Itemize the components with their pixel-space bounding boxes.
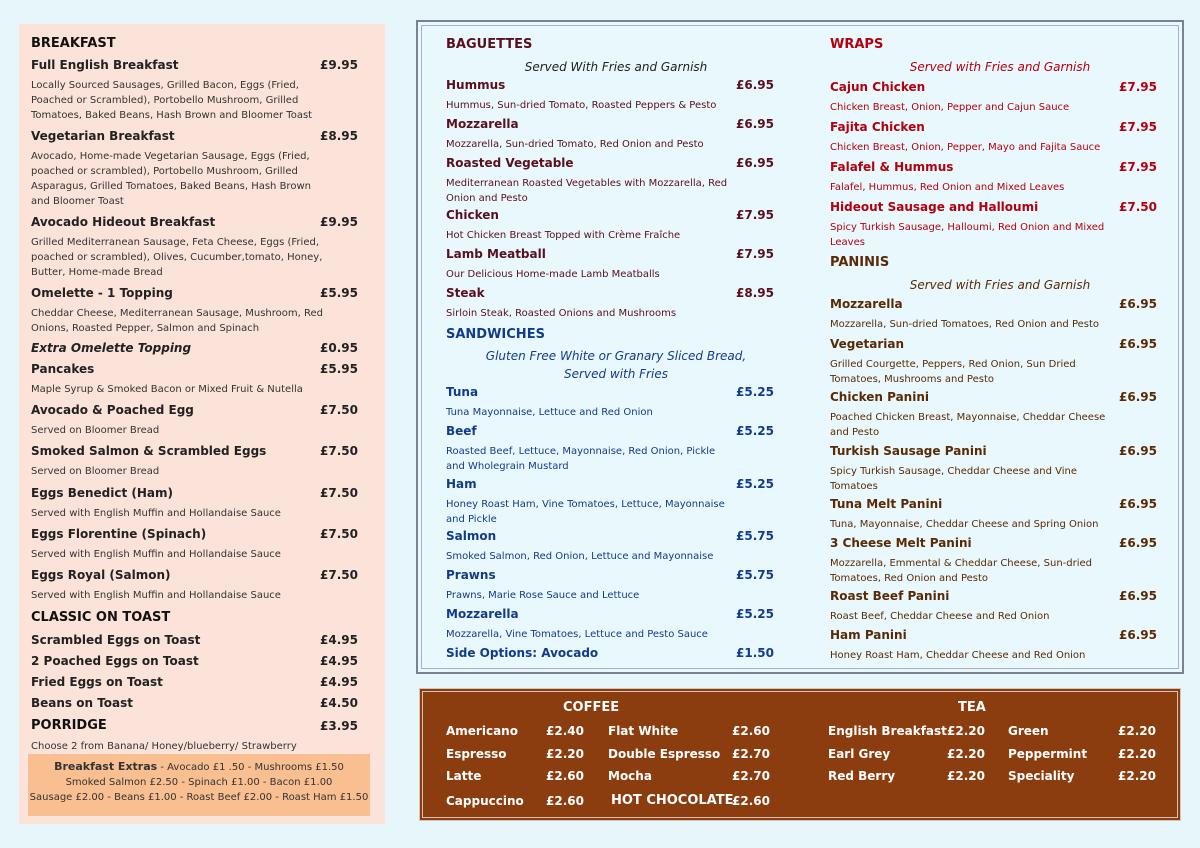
baguette-item-price: £6.95 bbox=[736, 156, 774, 170]
panini-item-name: Mozzarella bbox=[830, 297, 903, 311]
sandwich-item-name: Tuna bbox=[446, 385, 479, 399]
sandwich-item-price: £5.25 bbox=[736, 477, 774, 491]
baguette-item-desc: Hummus, Sun-dried Tomato, Roasted Peppers & Pesto bbox=[446, 100, 717, 111]
panini-item-desc: Grilled Courgette, Peppers, Red Onion, Sun Dried Tomatoes, Mushrooms and Pesto bbox=[830, 359, 1076, 385]
baguette-item-name: Mozzarella bbox=[446, 117, 519, 131]
sandwich-item-name: Ham bbox=[446, 477, 477, 491]
breakfast-item-price: £5.95 bbox=[320, 286, 358, 300]
toast-item-name: Fried Eggs on Toast bbox=[31, 675, 163, 689]
sandwiches-title: SANDWICHES bbox=[446, 327, 545, 342]
sandwiches-subtitle: Gluten Free White or Granary Sliced Bread, Served with Fries bbox=[485, 349, 747, 381]
baguettes-title: BAGUETTES bbox=[446, 37, 533, 52]
breakfast-item-price: £7.50 bbox=[320, 527, 358, 541]
breakfast-item-desc: Served with English Muffin and Hollandaise Sauce bbox=[31, 508, 281, 519]
wrap-item-desc: Falafel, Hummus, Red Onion and Mixed Leaves bbox=[830, 182, 1065, 193]
sandwich-item-desc: Prawns, Marie Rose Sauce and Lettuce bbox=[446, 590, 640, 601]
toast-item-price: £4.95 bbox=[320, 675, 358, 689]
toast-item-price: £4.95 bbox=[320, 654, 358, 668]
tea-item-name: Green bbox=[1008, 724, 1049, 738]
baguettes-subtitle: Served With Fries and Garnish bbox=[524, 60, 708, 74]
baguette-item-price: £6.95 bbox=[736, 117, 774, 131]
panini-item-desc: Tuna, Mayonnaise, Cheddar Cheese and Spring Onion bbox=[830, 519, 1099, 530]
coffee-item-price: £2.60 bbox=[732, 724, 770, 738]
tea-item-price: £2.20 bbox=[947, 769, 985, 783]
wrap-item-desc: Chicken Breast, Onion, Pepper and Cajun Sauce bbox=[830, 102, 1070, 113]
coffee-title: COFFEE bbox=[563, 700, 620, 715]
panini-item-price: £6.95 bbox=[1119, 390, 1157, 404]
breakfast-item-price: £8.95 bbox=[320, 129, 358, 143]
paninis-title: PANINIS bbox=[830, 255, 890, 270]
breakfast-item-price: £9.95 bbox=[320, 58, 358, 72]
side-options-price: £1.50 bbox=[736, 646, 774, 660]
breakfast-item-price: £7.50 bbox=[320, 403, 358, 417]
panini-item-name: Ham Panini bbox=[830, 628, 907, 642]
coffee-item-name: Mocha bbox=[608, 769, 652, 783]
drinks-box bbox=[419, 688, 1181, 821]
extras-line2: Smoked Salmon £2.50 - Spinach £1.00 - Bacon £1.00 bbox=[65, 777, 333, 788]
wrap-item-desc: Spicy Turkish Sausage, Halloumi, Red Onion and Mixed Leaves bbox=[830, 222, 1105, 248]
breakfast-item-name: Vegetarian Breakfast bbox=[31, 129, 175, 143]
breakfast-item-name: Smoked Salmon & Scrambled Eggs bbox=[31, 444, 267, 458]
breakfast-item-price: £9.95 bbox=[320, 215, 358, 229]
tea-item-name: English Breakfast bbox=[828, 724, 947, 738]
panini-item-name: Tuna Melt Panini bbox=[830, 497, 943, 511]
sandwich-item-name: Prawns bbox=[446, 568, 496, 582]
coffee-item-name: Flat White bbox=[608, 724, 679, 738]
wrap-item-name: Fajita Chicken bbox=[830, 120, 925, 134]
breakfast-item-name: Omelette - 1 Topping bbox=[31, 286, 173, 300]
breakfast-panel bbox=[19, 24, 385, 824]
sandwich-item-desc: Mozzarella, Vine Tomatoes, Lettuce and Pesto Sauce bbox=[446, 629, 708, 640]
sandwich-item-price: £5.25 bbox=[736, 424, 774, 438]
breakfast-item-desc: Avocado, Home-made Vegetarian Sausage, Eggs (Fried, poached or scrambled), Portobello Mushroom, Grilled Asparagus, Grilled Tomatoes, Baked Beans, Hash Brown and Bloomer Toast bbox=[31, 151, 311, 207]
panini-item-name: Chicken Panini bbox=[830, 390, 929, 404]
sandwich-item-price: £5.25 bbox=[736, 607, 774, 621]
tea-item-name: Red Berry bbox=[828, 769, 896, 783]
breakfast-item-name: Full English Breakfast bbox=[31, 58, 179, 72]
baguette-item-desc: Sirloin Steak, Roasted Onions and Mushrooms bbox=[446, 308, 677, 319]
panini-item-name: Roast Beef Panini bbox=[830, 589, 950, 603]
extras-line3: Sausage £2.00 - Beans £1.00 - Roast Beef £2.00 - Roast Ham £1.50 bbox=[29, 792, 369, 803]
breakfast-extras-box bbox=[28, 754, 370, 816]
breakfast-item-desc: Served on Bloomer Bread bbox=[31, 425, 160, 436]
breakfast-item-name: Avocado & Poached Egg bbox=[31, 403, 194, 417]
sandwich-item-name: Beef bbox=[446, 424, 477, 438]
breakfast-item-name: Eggs Royal (Salmon) bbox=[31, 568, 171, 582]
sandwich-item-desc: Smoked Salmon, Red Onion, Lettuce and Mayonnaise bbox=[446, 551, 714, 562]
toast-item-name: Beans on Toast bbox=[31, 696, 134, 710]
wrap-item-price: £7.95 bbox=[1119, 120, 1157, 134]
panini-item-price: £6.95 bbox=[1119, 536, 1157, 550]
breakfast-item-desc: Served on Bloomer Bread bbox=[31, 466, 160, 477]
panini-item-price: £6.95 bbox=[1119, 497, 1157, 511]
sandwich-item-name: Mozzarella bbox=[446, 607, 519, 621]
tea-item-price: £2.20 bbox=[1118, 769, 1156, 783]
side-options-label: Side Options: Avocado bbox=[446, 646, 599, 660]
extras-label: Breakfast Extras bbox=[54, 760, 158, 773]
breakfast-item-desc: Maple Syrup & Smoked Bacon or Mixed Fruit & Nutella bbox=[31, 384, 303, 395]
coffee-item-name: Latte bbox=[446, 769, 482, 783]
tea-item-name: Peppermint bbox=[1008, 747, 1088, 761]
wrap-item-desc: Chicken Breast, Onion, Pepper, Mayo and Fajita Sauce bbox=[830, 142, 1101, 153]
breakfast-item-desc: Cheddar Cheese, Mediterranean Sausage, Mushroom, Red Onions, Roasted Pepper, Salmon and Spinach bbox=[31, 308, 323, 334]
panini-item-desc: Poached Chicken Breast, Mayonnaise, Cheddar Cheese and Pesto bbox=[830, 412, 1106, 438]
sandwich-item-name: Salmon bbox=[446, 529, 497, 543]
sandwich-item-price: £5.25 bbox=[736, 385, 774, 399]
breakfast-item-desc: Locally Sourced Sausages, Grilled Bacon, Eggs (Fried, Poached or Scrambled), Portobello Mushroom, Grilled Tomatoes, Baked Beans, Hash Brown and Bloomer Toast bbox=[31, 80, 313, 121]
baguette-item-name: Chicken bbox=[446, 208, 499, 222]
wrap-item-price: £7.95 bbox=[1119, 160, 1157, 174]
baguette-item-price: £8.95 bbox=[736, 286, 774, 300]
paninis-subtitle: Served with Fries and Garnish bbox=[909, 278, 1091, 292]
wrap-item-name: Falafel & Hummus bbox=[830, 160, 954, 174]
breakfast-item-name: Extra Omelette Topping bbox=[31, 341, 192, 355]
wrap-item-price: £7.50 bbox=[1119, 200, 1157, 214]
baguette-item-price: £7.95 bbox=[736, 247, 774, 261]
breakfast-title: BREAKFAST bbox=[31, 36, 116, 51]
coffee-item-name: HOT CHOCOLATE bbox=[611, 793, 734, 808]
sandwich-item-price: £5.75 bbox=[736, 568, 774, 582]
toast-item-price: £4.50 bbox=[320, 696, 358, 710]
tea-item-name: Earl Grey bbox=[828, 747, 891, 761]
panini-item-price: £6.95 bbox=[1119, 589, 1157, 603]
baguette-item-name: Steak bbox=[446, 286, 485, 300]
panini-item-price: £6.95 bbox=[1119, 444, 1157, 458]
wraps-title: WRAPS bbox=[830, 37, 884, 52]
breakfast-item-price: £7.50 bbox=[320, 444, 358, 458]
wrap-item-name: Hideout Sausage and Halloumi bbox=[830, 200, 1039, 214]
tea-item-price: £2.20 bbox=[947, 724, 985, 738]
panini-item-desc: Roast Beef, Cheddar Cheese and Red Onion bbox=[830, 611, 1050, 622]
toast-item-price: £4.95 bbox=[320, 633, 358, 647]
coffee-item-price: £2.60 bbox=[546, 794, 584, 808]
toast-item-name: Scrambled Eggs on Toast bbox=[31, 633, 201, 647]
wraps-subtitle: Served with Fries and Garnish bbox=[909, 60, 1091, 74]
porridge-title: PORRIDGE bbox=[31, 718, 107, 733]
tea-item-price: £2.20 bbox=[1118, 747, 1156, 761]
toast-title: CLASSIC ON TOAST bbox=[31, 610, 171, 625]
baguette-item-price: £6.95 bbox=[736, 78, 774, 92]
main-menu-box bbox=[416, 20, 1184, 674]
panini-item-name: Turkish Sausage Panini bbox=[830, 444, 987, 458]
panini-item-name: Vegetarian bbox=[830, 337, 905, 351]
wrap-item-name: Cajun Chicken bbox=[830, 80, 926, 94]
porridge-desc: Choose 2 from Banana/ Honey/blueberry/ Strawberry bbox=[31, 741, 297, 752]
sandwich-item-desc: Roasted Beef, Lettuce, Mayonnaise, Red Onion, Pickle and Wholegrain Mustard bbox=[446, 446, 716, 472]
panini-item-desc: Honey Roast Ham, Cheddar Cheese and Red Onion bbox=[830, 650, 1086, 661]
coffee-item-name: Double Espresso bbox=[608, 747, 721, 761]
breakfast-item-name: Pancakes bbox=[31, 362, 95, 376]
breakfast-item-price: £7.50 bbox=[320, 568, 358, 582]
tea-title: TEA bbox=[958, 700, 986, 715]
coffee-item-price: £2.60 bbox=[546, 769, 584, 783]
breakfast-item-name: Eggs Florentine (Spinach) bbox=[31, 527, 207, 541]
coffee-item-price: £2.40 bbox=[546, 724, 584, 738]
coffee-item-name: Cappuccino bbox=[446, 794, 524, 808]
sandwich-item-desc: Tuna Mayonnaise, Lettuce and Red Onion bbox=[446, 407, 653, 418]
panini-item-price: £6.95 bbox=[1119, 297, 1157, 311]
extras-line1: - Avocado £1 .50 - Mushrooms £1.50 bbox=[157, 762, 344, 773]
panini-item-desc: Mozzarella, Emmental & Cheddar Cheese, Sun-dried Tomatoes, Red Onion and Pesto bbox=[830, 558, 1093, 584]
panini-item-name: 3 Cheese Melt Panini bbox=[830, 536, 972, 550]
panini-item-price: £6.95 bbox=[1119, 337, 1157, 351]
panini-item-desc: Spicy Turkish Sausage, Cheddar Cheese and Vine Tomatoes bbox=[830, 466, 1078, 492]
baguette-item-name: Hummus bbox=[446, 78, 506, 92]
breakfast-item-name: Avocado Hideout Breakfast bbox=[31, 215, 216, 229]
tea-item-price: £2.20 bbox=[947, 747, 985, 761]
coffee-item-price: £2.20 bbox=[546, 747, 584, 761]
breakfast-item-desc: Served with English Muffin and Hollandaise Sauce bbox=[31, 590, 281, 601]
breakfast-item-price: £5.95 bbox=[320, 362, 358, 376]
baguette-item-desc: Our Delicious Home-made Lamb Meatballs bbox=[446, 269, 660, 280]
sandwich-item-desc: Honey Roast Ham, Vine Tomatoes, Lettuce, Mayonnaise and Pickle bbox=[446, 499, 725, 525]
wrap-item-price: £7.95 bbox=[1119, 80, 1157, 94]
toast-item-name: 2 Poached Eggs on Toast bbox=[31, 654, 199, 668]
baguette-item-name: Roasted Vegetable bbox=[446, 156, 574, 170]
coffee-item-name: Espresso bbox=[446, 747, 507, 761]
panini-item-desc: Mozzarella, Sun-dried Tomatoes, Red Onion and Pesto bbox=[830, 319, 1100, 330]
baguette-item-desc: Mediterranean Roasted Vegetables with Mozzarella, Red Onion and Pesto bbox=[446, 178, 728, 204]
baguette-item-desc: Mozzarella, Sun-dried Tomato, Red Onion and Pesto bbox=[446, 139, 704, 150]
coffee-item-price: £2.60 bbox=[732, 794, 770, 808]
breakfast-item-name: Eggs Benedict (Ham) bbox=[31, 486, 174, 500]
breakfast-item-price: £0.95 bbox=[320, 341, 358, 355]
panini-item-price: £6.95 bbox=[1119, 628, 1157, 642]
tea-item-price: £2.20 bbox=[1118, 724, 1156, 738]
baguette-item-desc: Hot Chicken Breast Topped with Crème Fraîche bbox=[446, 230, 681, 241]
breakfast-item-desc: Served with English Muffin and Hollandaise Sauce bbox=[31, 549, 281, 560]
sandwich-item-price: £5.75 bbox=[736, 529, 774, 543]
baguette-item-name: Lamb Meatball bbox=[446, 247, 546, 261]
breakfast-item-desc: Grilled Mediterranean Sausage, Feta Cheese, Eggs (Fried, poached or scrambled), Olives, Cucumber,tomato, Honey, Butter, Home-made Bread bbox=[31, 237, 323, 278]
coffee-item-name: Americano bbox=[446, 724, 518, 738]
coffee-item-price: £2.70 bbox=[732, 769, 770, 783]
baguette-item-price: £7.95 bbox=[736, 208, 774, 222]
tea-item-name: Speciality bbox=[1008, 769, 1075, 783]
breakfast-item-price: £7.50 bbox=[320, 486, 358, 500]
porridge-price: £3.95 bbox=[320, 719, 358, 733]
coffee-item-price: £2.70 bbox=[732, 747, 770, 761]
